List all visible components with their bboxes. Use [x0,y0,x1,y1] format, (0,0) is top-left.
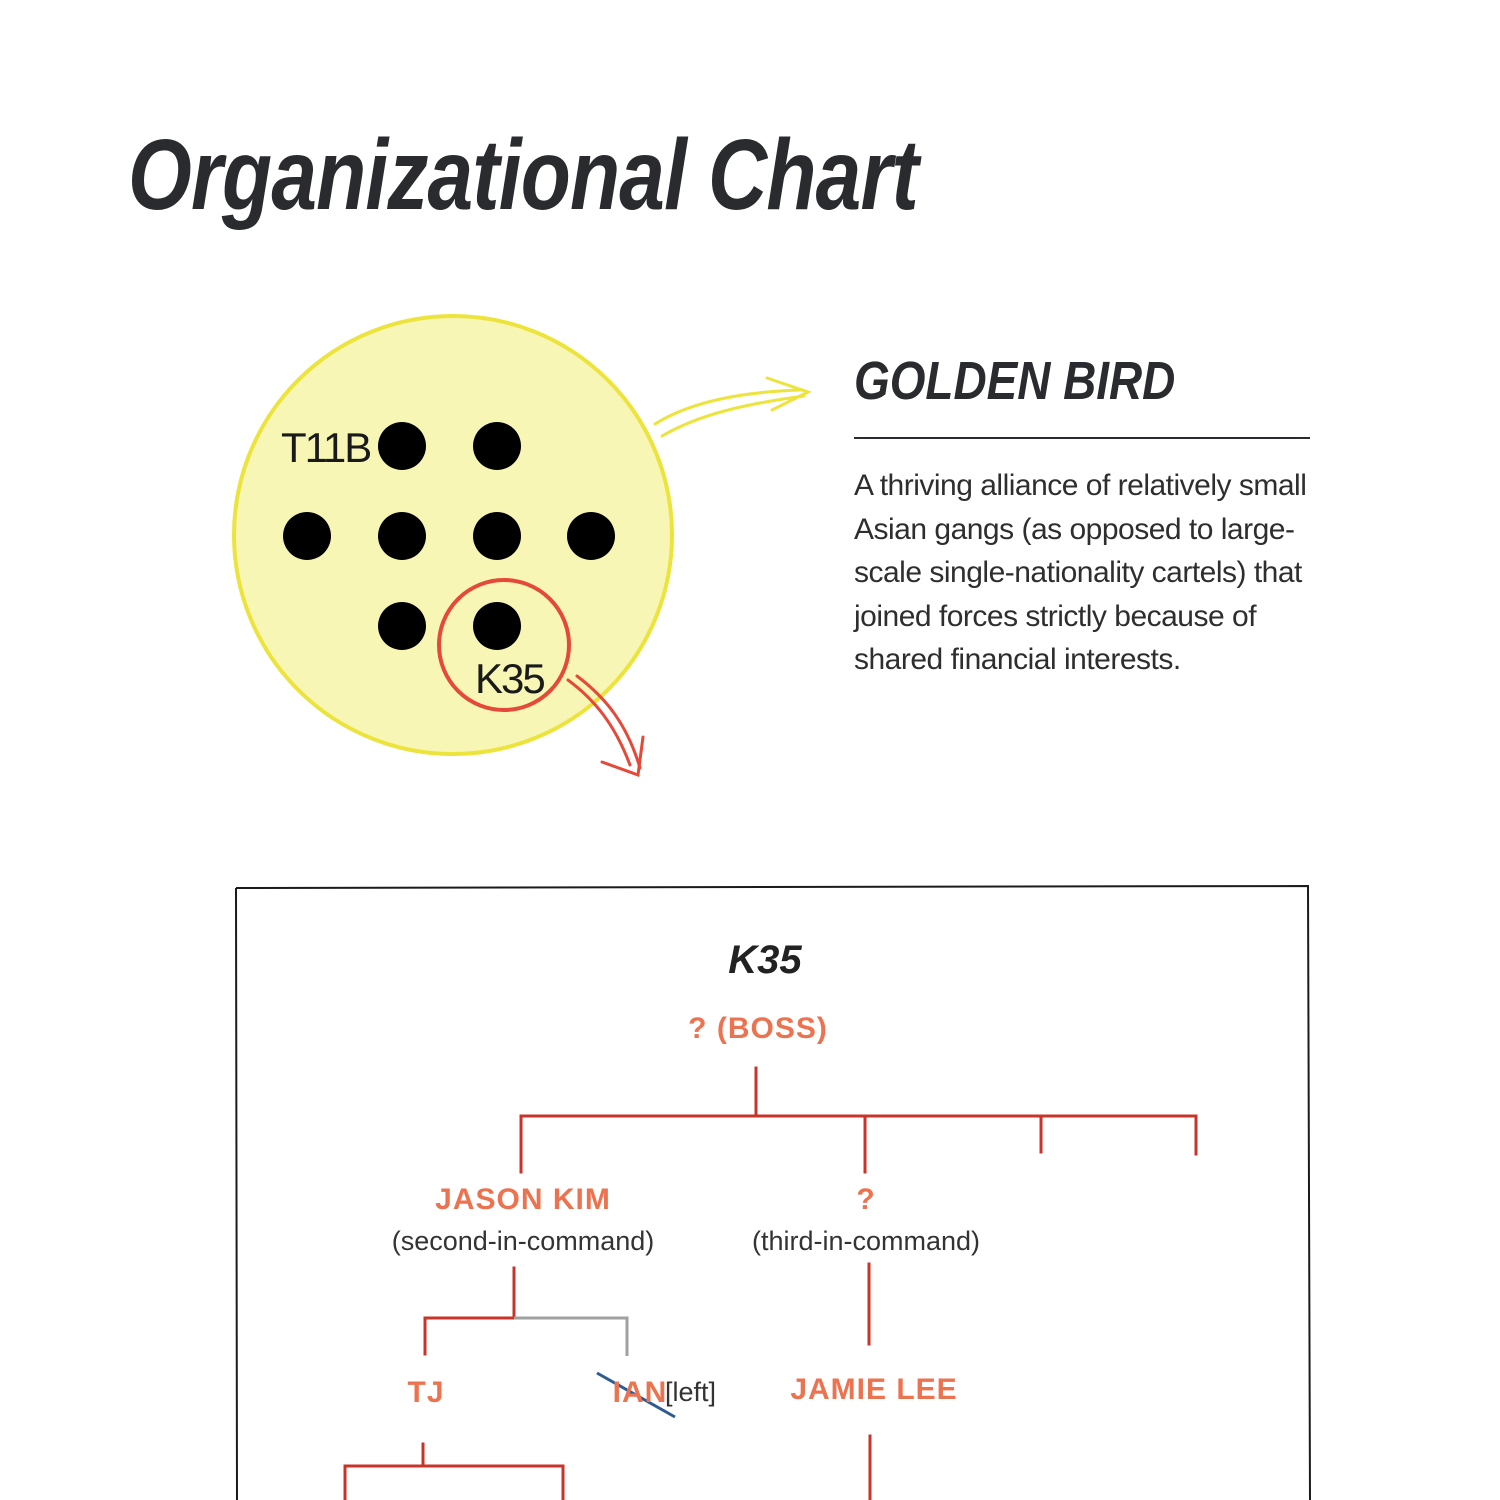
gang-label-k35: K35 [475,655,544,702]
member-dot [378,602,426,650]
node-boss: ? (BOSS) [688,1012,828,1045]
org-chart-title: K35 [728,938,802,982]
node-second-name: JASON KIM [435,1183,611,1216]
member-dot [473,602,521,650]
yellow-arrow-icon [655,378,808,436]
node-ian-note: [left] [665,1377,717,1407]
member-dot [378,422,426,470]
page-title: Organizational Chart [128,119,919,231]
node-third-role: (third-in-command) [751,1226,981,1256]
alliance-heading: GOLDEN BIRD [854,351,1176,411]
heading-divider [854,437,1310,439]
gang-label-t11b: T11B [281,424,371,471]
node-ian: IAN [612,1376,668,1409]
tree-line-left-branch [514,1318,627,1356]
node-second-role: (second-in-command) [391,1226,655,1256]
node-third-name: ? [856,1183,876,1216]
member-dot [283,512,331,560]
node-tj: TJ [407,1376,445,1409]
member-dot [473,422,521,470]
member-dot [473,512,521,560]
member-dot [567,512,615,560]
member-dot [378,512,426,560]
alliance-description: A thriving alliance of relatively small Asian gangs (as opposed to large-scale single-nationality cartels) that joined forces strictly because of shared financial interests. [854,469,1307,676]
node-jamie-lee: JAMIE LEE [790,1373,958,1406]
tree-lines [345,1068,1196,1500]
